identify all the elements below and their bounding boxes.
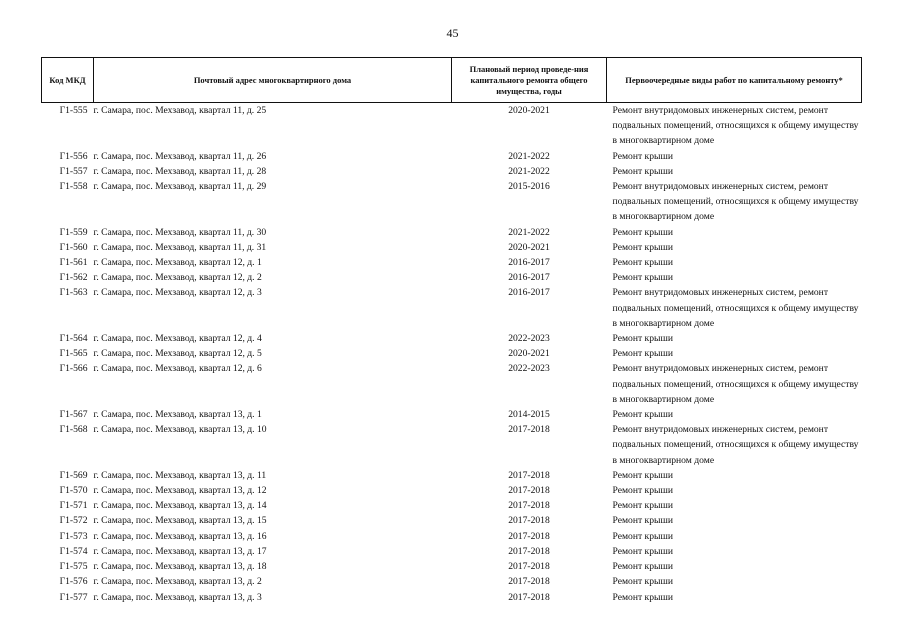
address-cell: г. Самара, пос. Мехзавод, квартал 13, д. 17 xyxy=(93,545,267,557)
code-cell: Г1-573 xyxy=(59,530,88,542)
table-row xyxy=(42,149,862,164)
address-cell: г. Самара, пос. Мехзавод, квартал 12, д. 4 xyxy=(93,333,262,345)
code-cell: Г1-564 xyxy=(59,333,88,345)
period-cell: 2022-2023 xyxy=(508,363,550,375)
works-cell: Ремонт крыши xyxy=(612,257,673,269)
address-cell: г. Самара, пос. Мехзавод, квартал 12, д. 1 xyxy=(93,257,262,269)
table-row xyxy=(42,422,862,468)
address-cell: г. Самара, пос. Мехзавод, квартал 11, д. 30 xyxy=(93,226,267,238)
period-cell: 2017-2018 xyxy=(508,591,550,603)
works-cell: Ремонт крыши xyxy=(612,515,673,527)
code-cell: Г1-563 xyxy=(59,287,88,299)
period-cell: 2017-2018 xyxy=(508,424,550,436)
works-cell: Ремонт крыши xyxy=(612,591,673,603)
code-cell: Г1-570 xyxy=(59,485,88,497)
table-row xyxy=(42,559,862,574)
works-cell: Ремонт крыши xyxy=(612,530,673,542)
period-cell: 2021-2022 xyxy=(508,226,550,238)
table-row xyxy=(42,179,862,225)
works-cell: Ремонт крыши xyxy=(612,561,673,573)
works-cell: Ремонт крыши xyxy=(612,333,673,345)
code-cell: Г1-555 xyxy=(59,105,88,116)
code-cell: Г1-576 xyxy=(59,576,88,588)
code-cell: Г1-556 xyxy=(59,150,88,162)
table-row xyxy=(42,529,862,544)
works-cell: Ремонт крыши xyxy=(612,409,673,421)
address-cell: г. Самара, пос. Мехзавод, квартал 11, д. 29 xyxy=(93,181,267,193)
period-cell: 2017-2018 xyxy=(508,515,550,527)
header-row xyxy=(42,58,862,103)
address-cell: г. Самара, пос. Мехзавод, квартал 13, д. 12 xyxy=(93,485,267,497)
address-cell: г. Самара, пос. Мехзавод, квартал 12, д. 6 xyxy=(93,363,262,375)
address-cell: г. Самара, пос. Мехзавод, квартал 13, д. 16 xyxy=(93,530,267,542)
period-cell: 2016-2017 xyxy=(508,257,550,269)
period-cell: 2017-2018 xyxy=(508,530,550,542)
period-cell: 2021-2022 xyxy=(508,165,550,177)
address-cell: г. Самара, пос. Мехзавод, квартал 13, д. 18 xyxy=(93,561,267,573)
period-cell: 2020-2021 xyxy=(508,241,550,253)
table-row xyxy=(42,270,862,285)
code-cell: Г1-559 xyxy=(59,226,88,238)
code-cell: Г1-575 xyxy=(59,561,88,573)
address-cell: г. Самара, пос. Мехзавод, квартал 13, д. 10 xyxy=(93,424,267,436)
table-row xyxy=(42,164,862,179)
code-cell: Г1-571 xyxy=(59,500,88,512)
code-cell: Г1-569 xyxy=(59,469,88,481)
code-cell: Г1-567 xyxy=(59,409,88,421)
period-cell: 2017-2018 xyxy=(508,561,550,573)
address-cell: г. Самара, пос. Мехзавод, квартал 12, д. 3 xyxy=(93,287,262,299)
table-row xyxy=(42,590,862,605)
code-cell: Г1-568 xyxy=(59,424,88,436)
period-cell: 2021-2022 xyxy=(508,150,550,162)
works-cell: Ремонт крыши xyxy=(612,272,673,284)
capital-repair-table xyxy=(41,57,862,605)
code-cell: Г1-566 xyxy=(59,363,88,375)
works-cell: Ремонт крыши xyxy=(612,469,673,481)
period-cell: 2017-2018 xyxy=(508,545,550,557)
works-cell: Ремонт внутридомовых инженерных систем, ремонт подвальных помещений, относящихся к общему имуществу в многоквартирном доме xyxy=(612,363,859,405)
table-row xyxy=(42,103,862,149)
period-cell: 2022-2023 xyxy=(508,333,550,345)
table-row xyxy=(42,240,862,255)
address-cell: г. Самара, пос. Мехзавод, квартал 12, д. 5 xyxy=(93,348,262,360)
works-cell: Ремонт крыши xyxy=(612,150,673,162)
table-row xyxy=(42,407,862,422)
table-row xyxy=(42,225,862,240)
address-cell: г. Самара, пос. Мехзавод, квартал 12, д. 2 xyxy=(93,272,262,284)
period-cell: 2017-2018 xyxy=(508,500,550,512)
address-cell: г. Самара, пос. Мехзавод, квартал 11, д. 28 xyxy=(93,165,267,177)
table-row xyxy=(42,513,862,528)
works-cell: Ремонт крыши xyxy=(612,485,673,497)
table-body xyxy=(42,103,862,605)
header-period: Плановый период проведе-ния капитального ремонта общего имущества, годы xyxy=(452,58,607,103)
header-code: Код МКД xyxy=(42,58,94,103)
works-cell: Ремонт внутридомовых инженерных систем, ремонт подвальных помещений, относящихся к общему имуществу в многоквартирном доме xyxy=(612,287,859,329)
table-row xyxy=(42,498,862,513)
address-cell: г. Самара, пос. Мехзавод, квартал 13, д. 14 xyxy=(93,500,267,512)
code-cell: Г1-560 xyxy=(59,241,88,253)
address-cell: г. Самара, пос. Мехзавод, квартал 13, д. 3 xyxy=(93,591,262,603)
page-number: 45 xyxy=(446,26,459,40)
works-cell: Ремонт крыши xyxy=(612,348,673,360)
code-cell: Г1-574 xyxy=(59,545,88,557)
code-cell: Г1-557 xyxy=(59,165,88,177)
table-row xyxy=(42,285,862,331)
code-cell: Г1-572 xyxy=(59,515,88,527)
code-cell: Г1-577 xyxy=(59,591,88,603)
address-cell: г. Самара, пос. Мехзавод, квартал 11, д. 31 xyxy=(93,241,267,253)
address-cell: г. Самара, пос. Мехзавод, квартал 13, д. 11 xyxy=(93,469,267,481)
works-cell: Ремонт внутридомовых инженерных систем, ремонт подвальных помещений, относящихся к общему имуществу в многоквартирном доме xyxy=(612,181,859,223)
address-cell: г. Самара, пос. Мехзавод, квартал 13, д. 2 xyxy=(93,576,262,588)
table-row xyxy=(42,483,862,498)
table-row xyxy=(42,255,862,270)
period-cell: 2017-2018 xyxy=(508,576,550,588)
table-header xyxy=(42,58,862,103)
period-cell: 2015-2016 xyxy=(508,181,550,193)
period-cell: 2016-2017 xyxy=(508,272,550,284)
header-address: Почтовый адрес многоквартирного дома xyxy=(94,58,452,103)
address-cell: г. Самара, пос. Мехзавод, квартал 11, д. 25 xyxy=(93,105,267,116)
header-works: Первоочередные виды работ по капитальному ремонту* xyxy=(607,58,862,103)
works-cell: Ремонт крыши xyxy=(612,576,673,588)
period-cell: 2017-2018 xyxy=(508,485,550,497)
code-cell: Г1-558 xyxy=(59,181,88,193)
address-cell: г. Самара, пос. Мехзавод, квартал 11, д. 26 xyxy=(93,150,267,162)
table-row xyxy=(42,574,862,589)
address-cell: г. Самара, пос. Мехзавод, квартал 13, д. 15 xyxy=(93,515,267,527)
table-row xyxy=(42,361,862,407)
period-cell: 2020-2021 xyxy=(508,348,550,360)
code-cell: Г1-565 xyxy=(59,348,88,360)
works-cell: Ремонт крыши xyxy=(612,500,673,512)
works-cell: Ремонт крыши xyxy=(612,165,673,177)
table-row xyxy=(42,544,862,559)
works-cell: Ремонт крыши xyxy=(612,226,673,238)
table-row xyxy=(42,468,862,483)
code-cell: Г1-561 xyxy=(59,257,88,269)
period-cell: 2016-2017 xyxy=(508,287,550,299)
works-cell: Ремонт крыши xyxy=(612,545,673,557)
works-cell: Ремонт крыши xyxy=(612,241,673,253)
address-cell: г. Самара, пос. Мехзавод, квартал 13, д. 1 xyxy=(93,409,262,421)
table-row xyxy=(42,346,862,361)
table-row xyxy=(42,331,862,346)
period-cell: 2014-2015 xyxy=(508,409,550,421)
works-cell: Ремонт внутридомовых инженерных систем, ремонт подвальных помещений, относящихся к общему имуществу в многоквартирном доме xyxy=(612,424,859,466)
works-cell: Ремонт внутридомовых инженерных систем, ремонт подвальных помещений, относящихся к общему имуществу в многоквартирном доме xyxy=(612,105,859,147)
period-cell: 2017-2018 xyxy=(508,469,550,481)
code-cell: Г1-562 xyxy=(59,272,88,284)
period-cell: 2020-2021 xyxy=(508,105,550,116)
